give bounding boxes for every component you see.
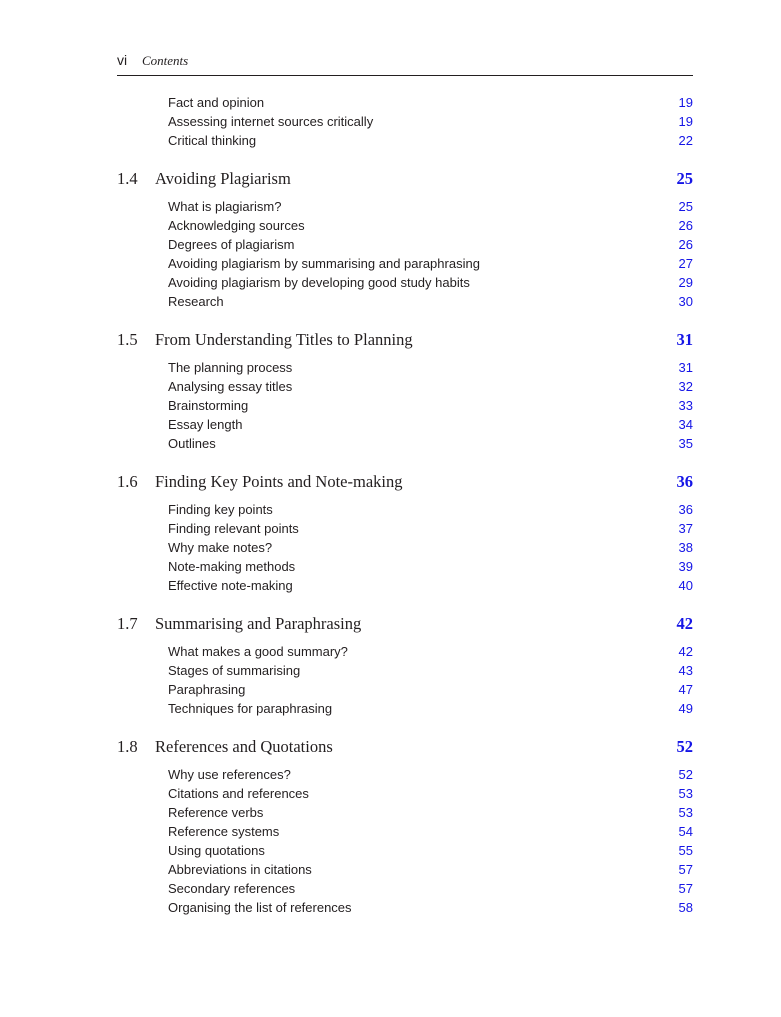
section-page-link[interactable]: 42: [676, 614, 693, 633]
toc-entry-title: Why make notes?: [168, 540, 273, 555]
toc-entry[interactable]: [117, 216, 693, 235]
toc-entry[interactable]: [117, 358, 693, 377]
toc-entry-page-link[interactable]: 26: [678, 237, 693, 252]
toc-entry[interactable]: [117, 197, 693, 216]
section-title: From Understanding Titles to Planning: [155, 330, 413, 349]
toc-entry-page-link[interactable]: 39: [678, 559, 693, 574]
toc-entry-title: Degrees of plagiarism: [168, 237, 295, 252]
toc-entry-page-link[interactable]: 37: [678, 521, 693, 536]
toc-entry-title: Avoiding plagiarism by summarising and paraphrasing: [168, 256, 480, 271]
toc-entry-title: Note-making methods: [168, 559, 296, 574]
toc-entry-title: Finding key points: [168, 502, 273, 517]
toc-entry[interactable]: [117, 500, 693, 519]
toc-entry-page-link[interactable]: 53: [678, 805, 693, 820]
section-page-link[interactable]: 31: [676, 330, 693, 349]
page-header: [117, 52, 693, 76]
toc-entry[interactable]: [117, 519, 693, 538]
toc-entry-title: Why use references?: [168, 767, 291, 782]
toc-entry-page-link[interactable]: 27: [678, 256, 693, 271]
toc-entry[interactable]: [117, 273, 693, 292]
toc-entry-title: Essay length: [168, 417, 243, 432]
toc-entry-page-link[interactable]: 57: [678, 881, 693, 896]
toc-entry-page-link[interactable]: 19: [678, 114, 693, 129]
section-title: Finding Key Points and Note-making: [155, 472, 403, 491]
toc-entry-title: Reference verbs: [168, 805, 264, 820]
toc-entry[interactable]: [117, 661, 693, 680]
toc-entry-page-link[interactable]: 38: [678, 540, 693, 555]
toc-entry-page-link[interactable]: 30: [678, 294, 693, 309]
toc-entry-page-link[interactable]: 35: [678, 436, 693, 451]
toc-section-heading[interactable]: [117, 161, 693, 197]
toc-entry-title: The planning process: [168, 360, 293, 375]
toc-entry[interactable]: [117, 235, 693, 254]
toc-entry-title: Abbreviations in citations: [168, 862, 312, 877]
toc-entry[interactable]: [117, 803, 693, 822]
toc-entry-page-link[interactable]: 22: [678, 133, 693, 148]
toc-entry-title: Reference systems: [168, 824, 280, 839]
section-number: 1.8: [117, 737, 138, 756]
section-page-link[interactable]: 52: [676, 737, 693, 756]
toc-entry[interactable]: [117, 131, 693, 150]
toc-entry[interactable]: [117, 841, 693, 860]
section-number: 1.5: [117, 330, 138, 349]
section-page-link[interactable]: 25: [676, 169, 693, 188]
toc-entry[interactable]: [117, 576, 693, 595]
toc-entry-title: Critical thinking: [168, 133, 257, 148]
toc-entry[interactable]: [117, 822, 693, 841]
toc-entry-title: Stages of summarising: [168, 663, 301, 678]
toc-entry[interactable]: [117, 93, 693, 112]
toc-entry[interactable]: [117, 396, 693, 415]
toc-entry-page-link[interactable]: 26: [678, 218, 693, 233]
toc-entry-title: Secondary references: [168, 881, 296, 896]
toc-entry-title: Assessing internet sources critically: [168, 114, 374, 129]
toc-entry-page-link[interactable]: 52: [678, 767, 693, 782]
toc-section-heading[interactable]: [117, 729, 693, 765]
toc-entry[interactable]: [117, 254, 693, 273]
toc-entry-title: Analysing essay titles: [168, 379, 293, 394]
toc-entry-title: What makes a good summary?: [168, 644, 348, 659]
toc-entry-title: Paraphrasing: [168, 682, 246, 697]
toc-entry-page-link[interactable]: 49: [678, 701, 693, 716]
toc-entry[interactable]: [117, 557, 693, 576]
toc-entry-page-link[interactable]: 25: [678, 199, 693, 214]
toc-section-heading[interactable]: [117, 606, 693, 642]
toc-entry-title: Citations and references: [168, 786, 309, 801]
toc-entry[interactable]: [117, 699, 693, 718]
toc-entry[interactable]: [117, 292, 693, 311]
toc-entry[interactable]: [117, 538, 693, 557]
toc-entry-page-link[interactable]: 47: [678, 682, 693, 697]
section-number: 1.4: [117, 169, 138, 188]
toc-entry-page-link[interactable]: 33: [678, 398, 693, 413]
toc-entry-page-link[interactable]: 34: [678, 417, 693, 432]
toc-entry[interactable]: [117, 377, 693, 396]
toc-entry-title: Techniques for paraphrasing: [168, 701, 333, 716]
toc-entry-page-link[interactable]: 29: [678, 275, 693, 290]
toc-entry-title: What is plagiarism?: [168, 199, 282, 214]
toc-entry[interactable]: [117, 765, 693, 784]
toc-entry-title: Using quotations: [168, 843, 265, 858]
toc-entry-title: Effective note-making: [168, 578, 293, 593]
toc-entry[interactable]: [117, 898, 693, 917]
section-number: 1.6: [117, 472, 138, 491]
toc-entry-title: Avoiding plagiarism by developing good study habits: [168, 275, 470, 290]
toc-entry-title: Fact and opinion: [168, 95, 265, 110]
section-title: References and Quotations: [155, 737, 333, 756]
toc-entry-title: Organising the list of references: [168, 900, 352, 915]
running-head: Contents: [142, 53, 189, 68]
toc-entry-page-link[interactable]: 53: [678, 786, 693, 801]
toc-entry-page-link[interactable]: 58: [678, 900, 693, 915]
toc-entry-page-link[interactable]: 57: [678, 862, 693, 877]
toc-entry[interactable]: [117, 415, 693, 434]
toc-entry[interactable]: [117, 680, 693, 699]
table-of-contents: [117, 93, 693, 917]
toc-entry-title: Acknowledging sources: [168, 218, 305, 233]
toc-entry-page-link[interactable]: 42: [678, 644, 693, 659]
toc-entry-page-link[interactable]: 43: [678, 663, 693, 678]
toc-section-heading[interactable]: [117, 322, 693, 358]
toc-entry-page-link[interactable]: 19: [678, 95, 693, 110]
toc-entry[interactable]: [117, 434, 693, 453]
toc-entry-title: Research: [168, 294, 224, 309]
toc-entry-title: Outlines: [168, 436, 216, 451]
toc-entry[interactable]: [117, 860, 693, 879]
toc-entry[interactable]: [117, 642, 693, 661]
toc-entry-page-link[interactable]: 31: [678, 360, 693, 375]
toc-entry-page-link[interactable]: 36: [678, 502, 693, 517]
page-number: vi: [117, 52, 128, 68]
toc-entry-page-link[interactable]: 55: [678, 843, 693, 858]
toc-entry-page-link[interactable]: 54: [678, 824, 693, 839]
toc-entry-title: Finding relevant points: [168, 521, 299, 536]
toc-section-heading[interactable]: [117, 464, 693, 500]
toc-entry-page-link[interactable]: 40: [678, 578, 693, 593]
section-page-link[interactable]: 36: [676, 472, 693, 491]
section-number: 1.7: [117, 614, 138, 633]
toc-entry[interactable]: [117, 784, 693, 803]
section-title: Avoiding Plagiarism: [155, 169, 291, 188]
section-title: Summarising and Paraphrasing: [155, 614, 362, 633]
toc-entry-page-link[interactable]: 32: [678, 379, 693, 394]
toc-entry-title: Brainstorming: [168, 398, 249, 413]
toc-entry[interactable]: [117, 112, 693, 131]
toc-entry[interactable]: [117, 879, 693, 898]
